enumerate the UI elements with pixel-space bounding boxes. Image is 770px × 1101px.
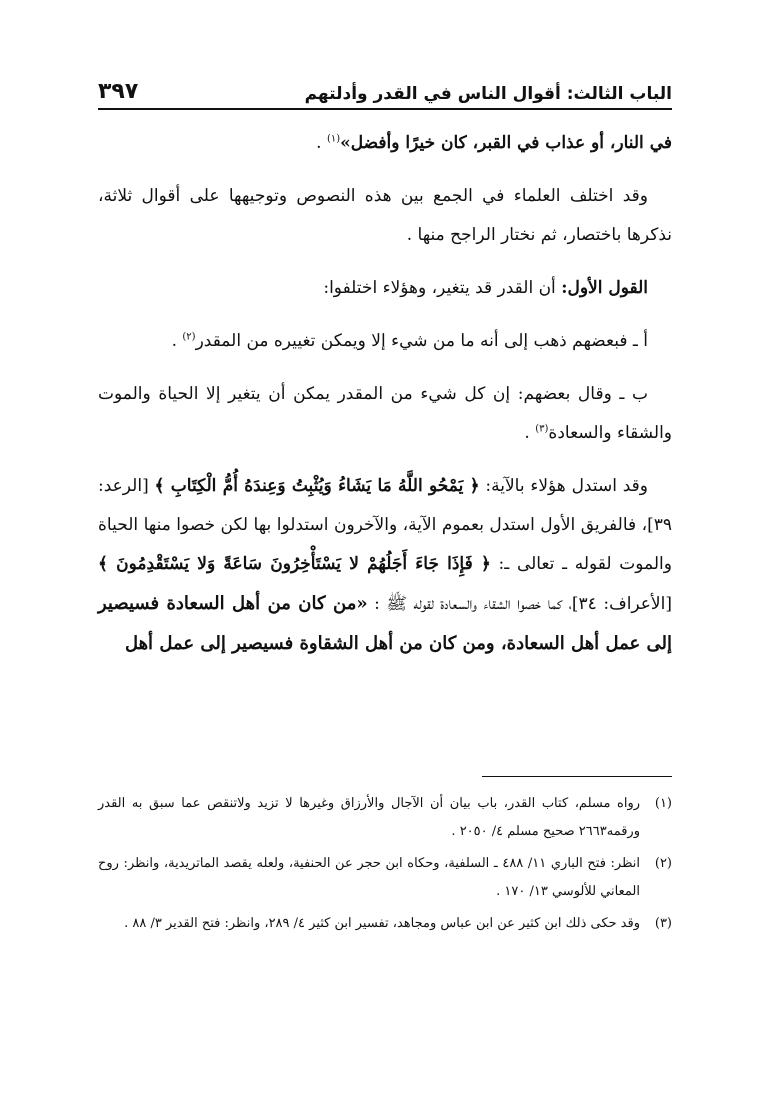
- footnote-number: (١): [654, 796, 672, 811]
- footnote-separator: [482, 776, 672, 777]
- footnotes: [98, 790, 672, 942]
- chapter-title: الباب الثالث: أقوال الناس في القدر وأدلتهم: [304, 84, 672, 104]
- footnote-1: [98, 790, 672, 846]
- footnote-ref-2: (٢): [182, 331, 196, 343]
- footnote-text: وقد حكى ذلك ابن كثير عن ابن عباس ومجاهد، تفسير ابن كثير ٤/ ٢٨٩، وانظر: فتح القدير ٣/ ٨٨ .: [124, 916, 640, 931]
- paragraph-5-end: .: [524, 423, 536, 443]
- main-text: [98, 124, 672, 678]
- paragraph-6-after: [الأعراف: ٣٤]، كما خصوا الشقاء والسعادة لقوله ﷺ :: [367, 594, 672, 614]
- paragraph-5: [98, 375, 672, 453]
- paragraph-4-text: أ ـ فبعضهم ذهب إلى أنه ما من شيء إلا ويمكن تغييره من المقدر: [195, 331, 648, 351]
- footnote-number: (٣): [654, 916, 672, 931]
- footnote-text: انظر: فتح الباري ١١/ ٤٨٨ ـ السلفية، وحكاه ابن حجر عن الحنفية، ولعله يقصد الماتريدية، وانظر: روح المعاني للألوسي ١٣/ ١٧٠ .: [98, 856, 640, 899]
- paragraph-6-middle: [الرعد: ٣٩]، فالفريق الأول استدل بعموم الآية، والآخرون استدلوا بها لكن خصوا منها الحياة والموت لقوله ـ تعالى ـ:: [98, 476, 672, 574]
- hadith-ending: في النار، أو عذاب في القبر، كان خيرًا وأفضل»: [340, 133, 672, 153]
- quran-verse-raad: ﴿ يَمْحُو اللَّهُ مَا يَشَاءُ وَيُثْبِتُ وَعِندَهُ أُمُّ الْكِتَابِ ﴾: [154, 476, 480, 496]
- first-opinion-heading: القول الأول:: [561, 278, 648, 298]
- footnote-2: [98, 850, 672, 906]
- paragraph-1-end: .: [316, 133, 327, 153]
- paragraph-1: [98, 124, 672, 163]
- running-header: [98, 64, 672, 110]
- paragraph-4: [98, 322, 672, 361]
- footnote-3: [98, 910, 672, 938]
- footnote-number: (٢): [654, 856, 672, 871]
- paragraph-3: [98, 269, 672, 308]
- paragraph-4-end: .: [171, 331, 183, 351]
- paragraph-6-intro: وقد استدل هؤلاء بالآية:: [479, 476, 648, 496]
- first-opinion-text: أن القدر قد يتغير، وهؤلاء اختلفوا:: [323, 278, 562, 298]
- footnote-ref-3: (٣): [535, 423, 549, 435]
- hadith-quote: «من كان من أهل السعادة فسيصير إلى عمل أهل السعادة، ومن كان من أهل الشقاوة فسيصير إلى عمل أهل: [98, 593, 672, 654]
- page-number: ٣٩٧: [98, 79, 139, 104]
- paragraph-2: وقد اختلف العلماء في الجمع بين هذه النصوص وتوجيهها على أقوال ثلاثة، نذكرها باختصار، ثم نختار الراجح منها .: [98, 186, 672, 245]
- paragraph-6: [98, 467, 672, 664]
- paragraph-5-text: ب ـ وقال بعضهم: إن كل شيء من المقدر يمكن أن يتغير إلا الحياة والموت والشقاء والسعادة: [98, 384, 672, 443]
- footnote-text: رواه مسلم، كتاب القدر، باب بيان أن الآجال والأرزاق وغيرها لا تزيد ولاتنقص عما سبق به القدر ورقمه٢٦٦٣ صحيح مسلم ٤/ ٢٠٥٠ .: [98, 796, 640, 839]
- quran-verse-araf: ﴿ فَإِذَا جَاءَ أَجَلُهُمْ لا يَسْتَأْخِرُونَ سَاعَةً وَلا يَسْتَقْدِمُونَ ﴾: [98, 554, 491, 574]
- footnote-ref-1: (١): [326, 133, 341, 145]
